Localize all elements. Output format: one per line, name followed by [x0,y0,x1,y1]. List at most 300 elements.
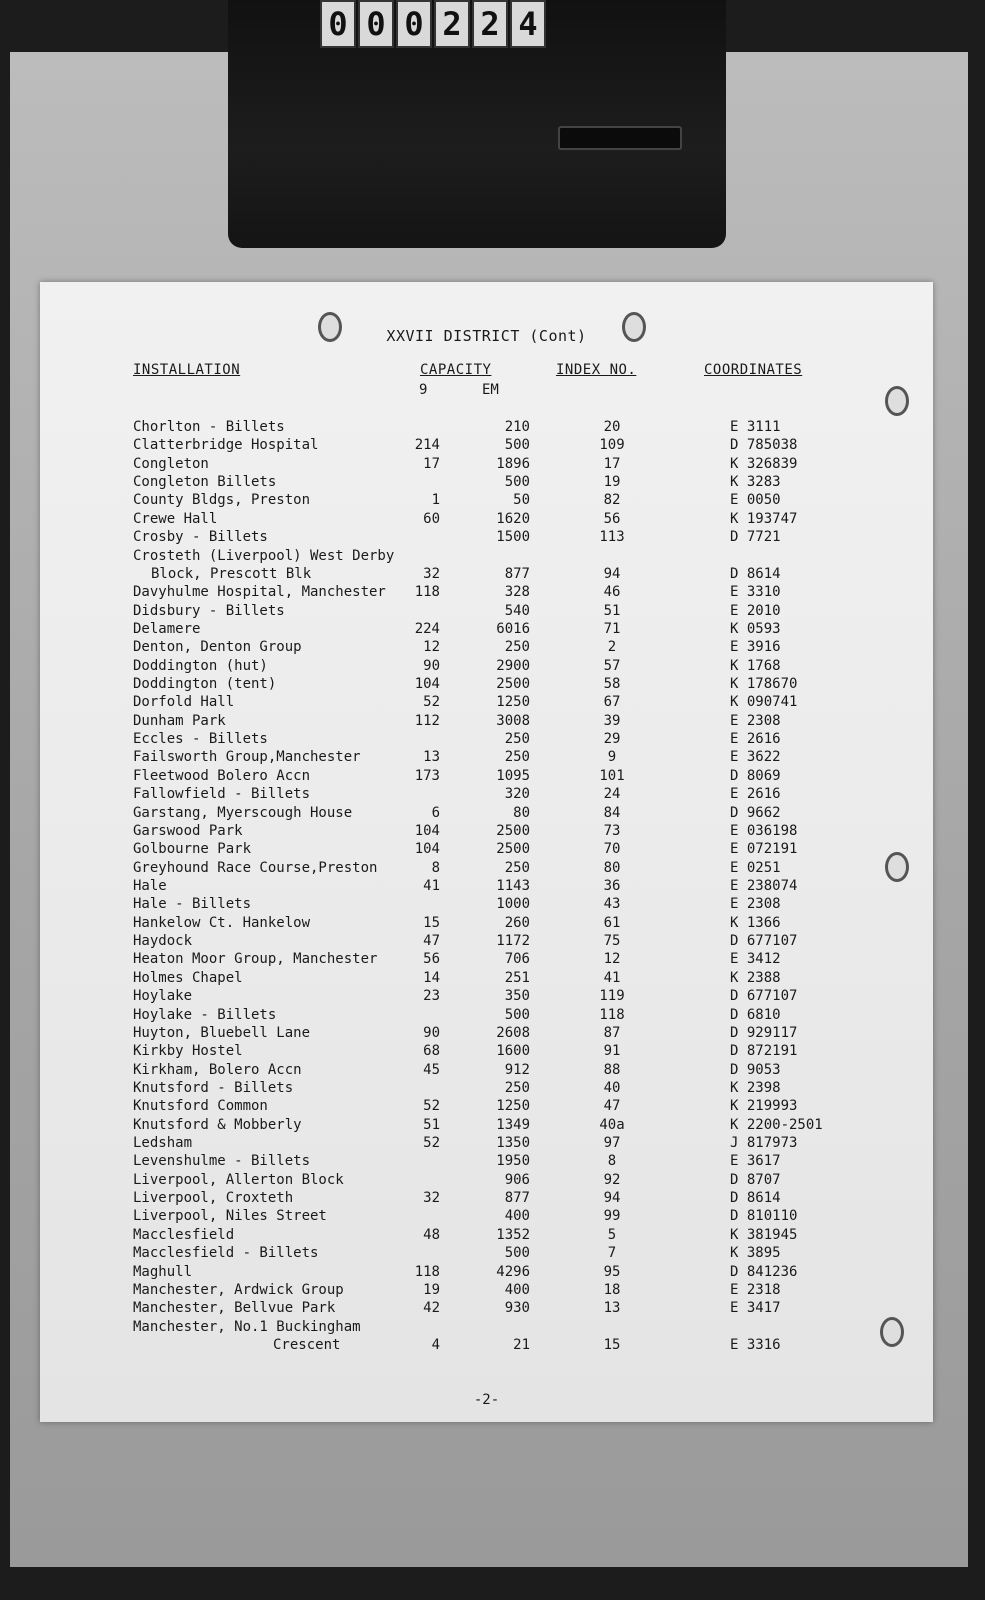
subheader-officers: 9 [419,382,428,398]
column-header-index: INDEX NO. [556,362,637,378]
coordinates: D 785038 [730,437,798,454]
coordinates: D 841236 [730,1263,798,1280]
table-row [40,565,933,583]
coordinates: E 2318 [730,1281,781,1298]
coordinates: K 1768 [730,657,781,674]
installation-name: Holmes Chapel [133,969,243,986]
capacity-em: 4296 [496,1263,530,1280]
index-number: 113 [599,529,625,546]
capacity-em: 877 [504,565,530,582]
installation-name: Crescent [273,1336,341,1353]
index-number: 95 [603,1263,621,1280]
index-number: 58 [603,676,621,693]
index-number: 40 [603,1079,621,1096]
counter-digit: 0 [320,0,356,48]
capacity-em: 320 [504,786,530,803]
index-number: 47 [603,1098,621,1115]
capacity-em: 50 [513,492,530,509]
installation-name: Hoylake [133,988,193,1005]
installation-name: Knutsford & Mobberly [133,1116,302,1133]
capacity-em: 3008 [496,712,530,729]
capacity-em: 250 [504,639,530,656]
capacity-em: 1000 [496,896,530,913]
coordinates: E 3417 [730,1300,781,1317]
capacity-officers: 214 [414,437,440,454]
capacity-em: 2500 [496,822,530,839]
index-number: 84 [603,804,621,821]
index-number: 101 [599,767,625,784]
capacity-em: 500 [504,1006,530,1023]
table-row [40,1061,933,1079]
coordinates: D 6810 [730,1006,781,1023]
coordinates: E 0251 [730,859,781,876]
capacity-officers: 104 [414,676,440,693]
capacity-em: 1350 [496,1135,530,1152]
index-number: 43 [603,896,621,913]
index-number: 88 [603,1061,621,1078]
installation-name: Fleetwood Bolero Accn [133,767,311,784]
punch-hole [885,386,909,416]
capacity-em: 906 [504,1171,530,1188]
coordinates: K 2200-2501 [730,1116,823,1133]
coordinates: E 3916 [730,639,781,656]
table-row [40,1006,933,1024]
index-number: 9 [607,749,617,766]
installation-name: Macclesfield [133,1226,235,1243]
installation-name: Golbourne Park [133,841,252,858]
coordinates: E 2308 [730,896,781,913]
table-row [40,730,933,748]
index-number: 80 [603,859,621,876]
capacity-em: 250 [504,859,530,876]
capacity-em: 21 [513,1336,530,1353]
installation-name: Knutsford Common [133,1098,268,1115]
capacity-officers: 118 [414,1263,440,1280]
capacity-em: 706 [504,951,530,968]
capacity-officers: 17 [423,455,440,472]
index-number: 119 [599,988,625,1005]
index-number: 118 [599,1006,625,1023]
capacity-officers: 8 [431,859,440,876]
installation-name: Hale [133,877,167,894]
coordinates: D 810110 [730,1208,798,1225]
index-number: 20 [603,419,621,435]
index-number: 36 [603,877,621,894]
capacity-em: 1349 [496,1116,530,1133]
installation-name: Denton, Denton Group [133,639,302,656]
installation-name: Levenshulme - Billets [133,1153,311,1170]
index-number: 70 [603,841,621,858]
capacity-officers: 48 [423,1226,440,1243]
capacity-officers: 47 [423,933,440,950]
coordinates: D 9053 [730,1061,781,1078]
coordinates: J 817973 [730,1135,798,1152]
capacity-officers: 90 [423,1024,440,1041]
index-number: 73 [603,822,621,839]
installation-name: Manchester, Bellvue Park [133,1300,336,1317]
installation-name: Kirkby Hostel [133,1043,243,1060]
table-row [40,620,933,638]
counter-digit: 0 [396,0,432,48]
frame-counter [320,0,550,50]
installation-name: Davyhulme Hospital, Manchester [133,584,386,601]
installation-name: Hoylake - Billets [133,1006,277,1023]
table-row [40,473,933,491]
table-row [40,1299,933,1317]
installation-name: Heaton Moor Group, Manchester [133,951,378,968]
coordinates: D 8614 [730,565,781,582]
capacity-em: 400 [504,1208,530,1225]
installation-name: Garswood Park [133,822,243,839]
index-number: 12 [603,951,621,968]
capacity-em: 500 [504,437,530,454]
capacity-officers: 118 [414,584,440,601]
index-number: 75 [603,933,621,950]
table-row [40,510,933,528]
coordinates: E 3622 [730,749,781,766]
clip-slot [558,126,682,150]
table-row [40,914,933,932]
table-row [40,1024,933,1042]
installation-name: Kirkham, Bolero Accn [133,1061,302,1078]
capacity-em: 2900 [496,657,530,674]
capacity-officers: 52 [423,1135,440,1152]
coordinates: D 9662 [730,804,781,821]
installation-name: Manchester, Ardwick Group [133,1281,344,1298]
installation-name: Fallowfield - Billets [133,786,311,803]
index-number: 7 [607,1245,617,1262]
capacity-em: 210 [504,419,530,435]
index-number: 71 [603,620,621,637]
coordinates: K 090741 [730,694,798,711]
installation-name: Garstang, Myerscough House [133,804,353,821]
table-row [40,455,933,473]
table-row [40,895,933,913]
capacity-officers: 41 [423,877,440,894]
table-row [40,1263,933,1281]
installation-name: Block, Prescott Blk [151,565,312,582]
coordinates: E 3310 [730,584,781,601]
table-row [40,528,933,546]
index-number: 46 [603,584,621,601]
coordinates: E 3617 [730,1153,781,1170]
capacity-officers: 14 [423,969,440,986]
table-row [40,1336,933,1354]
capacity-em: 877 [504,1190,530,1207]
document-page [40,282,933,1422]
coordinates: E 2308 [730,712,781,729]
installation-name: Huyton, Bluebell Lane [133,1024,311,1041]
coordinates: K 193747 [730,510,798,527]
table-row [40,491,933,509]
capacity-em: 1095 [496,767,530,784]
installation-name: Macclesfield - Billets [133,1245,319,1262]
coordinates: E 3316 [730,1336,781,1353]
capacity-officers: 13 [423,749,440,766]
counter-digit: 0 [358,0,394,48]
index-number: 56 [603,510,621,527]
installation-name: Failsworth Group,Manchester [133,749,361,766]
installation-name: Liverpool, Croxteth [133,1190,294,1207]
index-number: 40a [599,1116,625,1133]
installation-name: Dunham Park [133,712,226,729]
table-row [40,822,933,840]
capacity-officers: 51 [423,1116,440,1133]
capacity-officers: 32 [423,1190,440,1207]
capacity-em: 1620 [496,510,530,527]
table-row [40,1152,933,1170]
coordinates: K 3283 [730,474,781,491]
capacity-officers: 19 [423,1281,440,1298]
capacity-em: 250 [504,1079,530,1096]
table-row [40,1079,933,1097]
installation-name: Liverpool, Allerton Block [133,1171,344,1188]
index-number: 61 [603,914,621,931]
coordinates: K 2398 [730,1079,781,1096]
capacity-em: 1600 [496,1043,530,1060]
table-row [40,657,933,675]
table-row [40,1097,933,1115]
coordinates: E 3111 [730,419,781,435]
capacity-em: 2608 [496,1024,530,1041]
table-row [40,675,933,693]
capacity-em: 400 [504,1281,530,1298]
table-row [40,693,933,711]
index-number: 8 [607,1153,617,1170]
capacity-em: 251 [504,969,530,986]
table-row [40,547,933,565]
page-title: XXVII DISTRICT (Cont) [386,327,587,345]
table-row [40,804,933,822]
capacity-em: 1250 [496,1098,530,1115]
capacity-em: 912 [504,1061,530,1078]
index-number: 87 [603,1024,621,1041]
coordinates: K 2388 [730,969,781,986]
capacity-em: 930 [504,1300,530,1317]
coordinates: K 0593 [730,620,781,637]
capacity-em: 250 [504,749,530,766]
table-row [40,638,933,656]
column-header-coordinates: COORDINATES [704,362,803,378]
counter-digit: 2 [472,0,508,48]
coordinates: E 2616 [730,786,781,803]
table-row [40,932,933,950]
index-number: 5 [607,1226,617,1243]
table-row [40,1318,933,1336]
capacity-officers: 104 [414,822,440,839]
subheader-em: EM [482,382,499,398]
index-number: 2 [607,639,617,656]
table-row [40,767,933,785]
table-row [40,1042,933,1060]
table-row [40,987,933,1005]
capacity-officers: 6 [431,804,440,821]
coordinates: K 178670 [730,676,798,693]
capacity-officers: 60 [423,510,440,527]
capacity-em: 350 [504,988,530,1005]
capacity-officers: 52 [423,1098,440,1115]
capacity-officers: 173 [414,767,440,784]
index-number: 99 [603,1208,621,1225]
capacity-em: 500 [504,474,530,491]
capacity-officers: 90 [423,657,440,674]
capacity-em: 2500 [496,676,530,693]
capacity-em: 1250 [496,694,530,711]
capacity-em: 250 [504,731,530,748]
index-number: 13 [603,1300,621,1317]
capacity-officers: 12 [423,639,440,656]
coordinates: K 326839 [730,455,798,472]
table-row [40,950,933,968]
capacity-em: 6016 [496,620,530,637]
capacity-em: 2500 [496,841,530,858]
index-number: 67 [603,694,621,711]
index-number: 15 [603,1336,621,1353]
coordinates: D 872191 [730,1043,798,1060]
capacity-em: 1352 [496,1226,530,1243]
index-number: 82 [603,492,621,509]
index-number: 18 [603,1281,621,1298]
installation-table [40,418,933,1354]
capacity-officers: 112 [414,712,440,729]
column-header-capacity: CAPACITY [420,362,492,378]
table-row [40,785,933,803]
capacity-officers: 23 [423,988,440,1005]
table-row [40,1171,933,1189]
capacity-officers: 224 [414,620,440,637]
capacity-officers: 45 [423,1061,440,1078]
installation-name: Ledsham [133,1135,193,1152]
capacity-officers: 15 [423,914,440,931]
coordinates: E 0050 [730,492,781,509]
capacity-officers: 42 [423,1300,440,1317]
installation-name: Eccles - Billets [133,731,268,748]
installation-name: County Bldgs, Preston [133,492,311,509]
coordinates: E 3412 [730,951,781,968]
capacity-officers: 52 [423,694,440,711]
installation-name: Clatterbridge Hospital [133,437,319,454]
coordinates: D 8707 [730,1171,781,1188]
table-row [40,1116,933,1134]
installation-name: Crosby - Billets [133,529,268,546]
capacity-em: 540 [504,602,530,619]
capacity-em: 1896 [496,455,530,472]
coordinates: K 3895 [730,1245,781,1262]
capacity-officers: 104 [414,841,440,858]
table-row [40,1244,933,1262]
installation-name: Dorfold Hall [133,694,235,711]
index-number: 91 [603,1043,621,1060]
table-row [40,583,933,601]
table-row [40,859,933,877]
installation-name: Congleton Billets [133,474,277,491]
installation-name: Knutsford - Billets [133,1079,294,1096]
coordinates: D 677107 [730,933,798,950]
installation-name: Didsbury - Billets [133,602,285,619]
counter-digit: 4 [510,0,546,48]
installation-name: Maghull [133,1263,193,1280]
installation-name: Chorlton - Billets [133,419,285,435]
coordinates: D 929117 [730,1024,798,1041]
table-row [40,840,933,858]
index-number: 24 [603,786,621,803]
coordinates: K 219993 [730,1098,798,1115]
coordinates: E 2010 [730,602,781,619]
coordinates: E 238074 [730,877,798,894]
capacity-em: 1143 [496,877,530,894]
index-number: 57 [603,657,621,674]
coordinates: D 677107 [730,988,798,1005]
index-number: 109 [599,437,625,454]
index-number: 19 [603,474,621,491]
installation-name: Crewe Hall [133,510,218,527]
installation-name: Manchester, No.1 Buckingham [133,1318,361,1335]
coordinates: K 381945 [730,1226,798,1243]
index-number: 39 [603,712,621,729]
installation-name: Congleton [133,455,209,472]
table-row [40,712,933,730]
page-number: -2- [473,1392,500,1408]
capacity-em: 260 [504,914,530,931]
capacity-em: 80 [513,804,530,821]
installation-name: Delamere [133,620,201,637]
coordinates: D 8069 [730,767,781,784]
index-number: 41 [603,969,621,986]
table-row [40,1226,933,1244]
table-row [40,602,933,620]
capacity-em: 1500 [496,529,530,546]
index-number: 92 [603,1171,621,1188]
installation-name: Hankelow Ct. Hankelow [133,914,311,931]
capacity-em: 328 [504,584,530,601]
capacity-officers: 4 [431,1336,440,1353]
index-number: 94 [603,565,621,582]
table-row [40,1207,933,1225]
capacity-em: 1950 [496,1153,530,1170]
table-row [40,1134,933,1152]
capacity-em: 1172 [496,933,530,950]
coordinates: E 072191 [730,841,798,858]
table-row [40,1281,933,1299]
table-row [40,436,933,454]
column-header-installation: INSTALLATION [133,362,241,378]
index-number: 94 [603,1190,621,1207]
coordinates: D 8614 [730,1190,781,1207]
installation-name: Greyhound Race Course,Preston [133,859,378,876]
index-number: 29 [603,731,621,748]
coordinates: E 036198 [730,822,798,839]
installation-name: Haydock [133,933,193,950]
table-row [40,969,933,987]
coordinates: E 2616 [730,731,781,748]
index-number: 51 [603,602,621,619]
capacity-officers: 1 [431,492,440,509]
table-row [40,877,933,895]
capacity-officers: 56 [423,951,440,968]
installation-name: Hale - Billets [133,896,252,913]
coordinates: K 1366 [730,914,781,931]
installation-name: Doddington (hut) [133,657,268,674]
counter-digit: 2 [434,0,470,48]
table-row [40,748,933,766]
installation-name: Doddington (tent) [133,676,277,693]
capacity-em: 500 [504,1245,530,1262]
table-row [40,1189,933,1207]
capacity-officers: 68 [423,1043,440,1060]
index-number: 97 [603,1135,621,1152]
coordinates: D 7721 [730,529,781,546]
installation-name: Crosteth (Liverpool) West Derby [133,547,395,564]
